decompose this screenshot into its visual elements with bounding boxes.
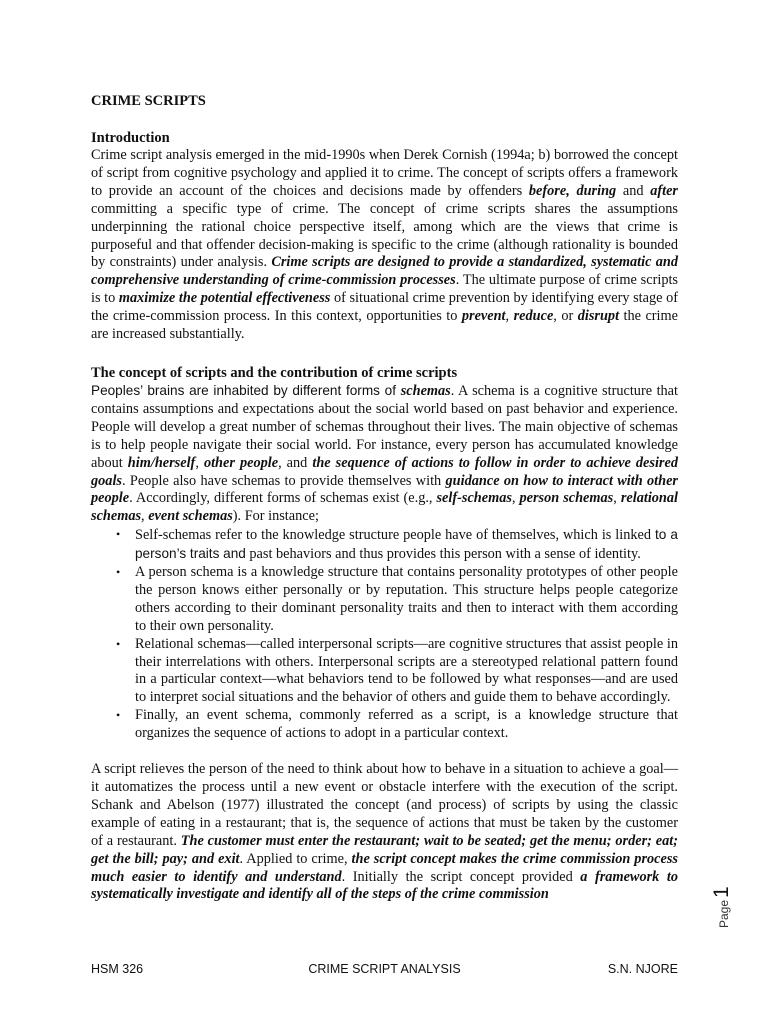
concept-heading: The concept of scripts and the contribution of crime scripts — [91, 364, 458, 381]
bullet-icon: • — [116, 708, 121, 723]
list-item: • A person schema is a knowledge structure that contains personality prototypes of other people the person knows either personally or by reputation. This structure helps people categorize others according to their dominant personality traits and then to interact with them according to their own personality. — [116, 564, 678, 634]
page-footer — [91, 962, 678, 980]
schema-bullet-list — [91, 526, 678, 743]
list-item: • Relational schemas—called interpersonal scripts—are cognitive structures that assist people in their interrelations with others. Interpersonal scripts are a stereotyped relational pattern found in a particular context—what behaviors tend to be followed by what responses—and are used to interpret social situations and the behavior of others and guide them to behave accordingly. — [116, 635, 678, 706]
footer-author: S.N. NJORE — [607, 962, 678, 976]
page-number: 1 — [710, 886, 733, 898]
footer-course-code: HSM 326 — [91, 962, 144, 976]
list-item: • Finally, an event schema, commonly referred as a script, is a knowledge structure that organizes the sequence of actions to adopt in a particular context. — [116, 707, 678, 742]
concept-paragraph: Peoples’ brains are inhabited by different forms of schemas. A schema is a cognitive structure that contains assumptions and expectations about the social world based on past behavior and experience. People will develop a great number of schemas throughout their lives. The main objective of schemas is to help people navigate their social world. For instance, every person has accumulated knowledge about him/herself, other people, and the sequence of actions to follow in order to achieve desired goals. People also have schemas to provide themselves with guidance on how to interact with other people. Accordingly, different forms of schemas exist (e.g., self-schemas, person schemas, relational schemas, event schemas). For instance; — [91, 382, 679, 525]
introduction-paragraph: Crime script analysis emerged in the mid-1990s when Derek Cornish (1994a; b) borrowed the concept of script from cognitive psychology and applied it to crime. The concept of scripts offers a framework to provide an account of the choices and decisions made by offenders before, during and after committing a specific type of crime. The concept of crime scripts shares the assumptions underpinning the rational choice perspective itself, among which are the views that crime is purposeful and that offender decision-making is specific to the crime (although rationality is bounded by constraints) under analysis. Crime scripts are designed to provide a standardized, systematic and comprehensive understanding of crime-commission processes. The ultimate purpose of crime scripts is to maximize the potential effectiveness of situational crime prevention by identifying every stage of the crime-commission process. In this context, opportunities to prevent, reduce, or disrupt the crime are increased substantially. — [91, 147, 679, 343]
document-title: CRIME SCRIPTS — [91, 93, 206, 109]
introduction-heading: Introduction — [91, 130, 170, 146]
page-number-marker — [700, 880, 760, 940]
document-body — [91, 92, 678, 904]
footer-document-title: CRIME SCRIPT ANALYSIS — [308, 962, 461, 976]
bullet-icon: • — [116, 565, 121, 580]
script-paragraph: A script relieves the person of the need to think about how to behave in a situation to achieve a goal—it automatizes the process until a new event or obstacle interfere with the execution of the script. Schank and Abelson (1977) illustrated the concept (and process) of scripts by using the classic example of eating in a restaurant; that is, the sequence of actions that must be taken by the customer of a restaurant. The customer must enter the restaurant; wait to be seated; get the menu; order; eat; get the bill; pay; and exit. Applied to crime, the script concept makes the crime commission process much easier to identify and understand. Initially the script concept provided a framework to systematically investigate and identify all of the steps of the crime commission — [91, 761, 678, 903]
page-label: Page — [717, 899, 731, 928]
list-item: • Self-schemas refer to the knowledge structure people have of themselves, which is linked to a person’s traits and past behaviors and thus provides this person with a sense of identity. — [116, 527, 678, 563]
bullet-icon: • — [116, 636, 121, 651]
bullet-icon: • — [116, 527, 121, 542]
